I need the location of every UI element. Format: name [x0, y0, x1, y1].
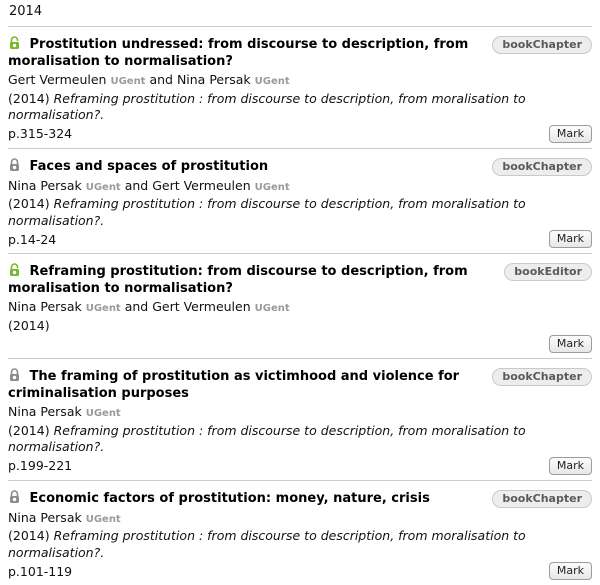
- page-range: p.199-221: [8, 458, 72, 475]
- publication-year: (2014): [8, 423, 50, 438]
- title-block: [8, 157, 492, 176]
- entry-footer: [8, 456, 592, 475]
- open-access-icon: [8, 262, 21, 281]
- entry-footer: [8, 561, 592, 580]
- page-range: p.315-324: [8, 126, 72, 143]
- ugent-affiliation-tag: UGent: [255, 76, 290, 87]
- author-link[interactable]: Nina Persak: [8, 404, 82, 419]
- author-link[interactable]: Nina Persak: [8, 510, 82, 525]
- publication-year: (2014): [8, 196, 50, 211]
- publication-year: (2014): [8, 318, 50, 333]
- citation-line: [8, 318, 592, 335]
- publication-year: (2014): [8, 91, 50, 106]
- entry-footer: [8, 334, 592, 353]
- author-line: [8, 404, 592, 423]
- publication-entry: [8, 253, 592, 358]
- open-access-icon: [8, 35, 21, 54]
- publication-title[interactable]: Faces and spaces of prostitution: [30, 159, 269, 174]
- ugent-affiliation-tag: UGent: [86, 514, 121, 525]
- entry-header: [8, 367, 592, 402]
- entry-footer: [8, 229, 592, 248]
- entry-header: [8, 262, 592, 297]
- publication-entry: [8, 26, 592, 148]
- publication-entry: [8, 480, 592, 585]
- mark-button[interactable]: Mark: [549, 125, 592, 143]
- publication-title[interactable]: Economic factors of prostitution: money, nature, crisis: [30, 491, 430, 506]
- entry-header: [8, 489, 592, 508]
- mark-button[interactable]: Mark: [549, 562, 592, 580]
- publication-list: [8, 26, 592, 585]
- author-link[interactable]: Gert Vermeulen: [152, 178, 250, 193]
- publication-source: Reframing prostitution : from discourse to description, from moralisation to normalisation?.: [8, 91, 526, 123]
- publication-source: Reframing prostitution : from discourse to description, from moralisation to normalisation?.: [8, 528, 526, 560]
- author-link[interactable]: Nina Persak: [177, 72, 251, 87]
- author-link[interactable]: Nina Persak: [8, 178, 82, 193]
- author-link[interactable]: Nina Persak: [8, 299, 82, 314]
- publication-type-badge: bookChapter: [492, 36, 592, 54]
- publication-entry: [8, 148, 592, 254]
- closed-access-icon: [8, 157, 21, 176]
- title-block: [8, 367, 492, 402]
- closed-access-icon: [8, 489, 21, 508]
- publication-type-badge: bookChapter: [492, 368, 592, 386]
- title-block: [8, 262, 504, 297]
- entry-footer: [8, 124, 592, 143]
- mark-button[interactable]: Mark: [549, 457, 592, 475]
- publication-source: Reframing prostitution : from discourse to description, from moralisation to normalisation?.: [8, 423, 526, 455]
- page-range: p.14-24: [8, 232, 56, 249]
- title-block: [8, 489, 492, 508]
- title-block: [8, 35, 492, 70]
- publication-source: Reframing prostitution : from discourse to description, from moralisation to normalisation?.: [8, 196, 526, 228]
- publication-type-badge: bookChapter: [492, 158, 592, 176]
- author-line: Nina Persak UGent and Gert Vermeulen UGent: [8, 178, 592, 197]
- publication-entry: [8, 358, 592, 480]
- ugent-affiliation-tag: UGent: [86, 303, 121, 314]
- publication-type-badge: bookChapter: [492, 490, 592, 508]
- ugent-affiliation-tag: UGent: [110, 76, 145, 87]
- publication-title[interactable]: The framing of prostitution as victimhood and violence for criminalisation purposes: [8, 369, 459, 401]
- publication-type-badge: bookEditor: [504, 263, 592, 281]
- publication-title[interactable]: Prostitution undressed: from discourse to description, from moralisation to normalisation?: [8, 37, 468, 69]
- publication-title[interactable]: Reframing prostitution: from discourse to description, from moralisation to normalisation?: [8, 264, 468, 296]
- year-header: 2014: [8, 3, 592, 26]
- citation-line: [8, 196, 592, 229]
- closed-access-icon: [8, 367, 21, 386]
- ugent-affiliation-tag: UGent: [86, 182, 121, 193]
- author-line: [8, 510, 592, 529]
- author-link[interactable]: Gert Vermeulen: [152, 299, 250, 314]
- citation-line: [8, 91, 592, 124]
- mark-button[interactable]: Mark: [549, 230, 592, 248]
- citation-line: [8, 528, 592, 561]
- ugent-affiliation-tag: UGent: [255, 182, 290, 193]
- publication-year: (2014): [8, 528, 50, 543]
- entry-header: [8, 157, 592, 176]
- author-line: Gert Vermeulen UGent and Nina Persak UGent: [8, 72, 592, 91]
- author-link[interactable]: Gert Vermeulen: [8, 72, 106, 87]
- page-range: p.101-119: [8, 564, 72, 581]
- ugent-affiliation-tag: UGent: [255, 303, 290, 314]
- ugent-affiliation-tag: UGent: [86, 408, 121, 419]
- citation-line: [8, 423, 592, 456]
- author-line: Nina Persak UGent and Gert Vermeulen UGent: [8, 299, 592, 318]
- mark-button[interactable]: Mark: [549, 335, 592, 353]
- entry-header: [8, 35, 592, 70]
